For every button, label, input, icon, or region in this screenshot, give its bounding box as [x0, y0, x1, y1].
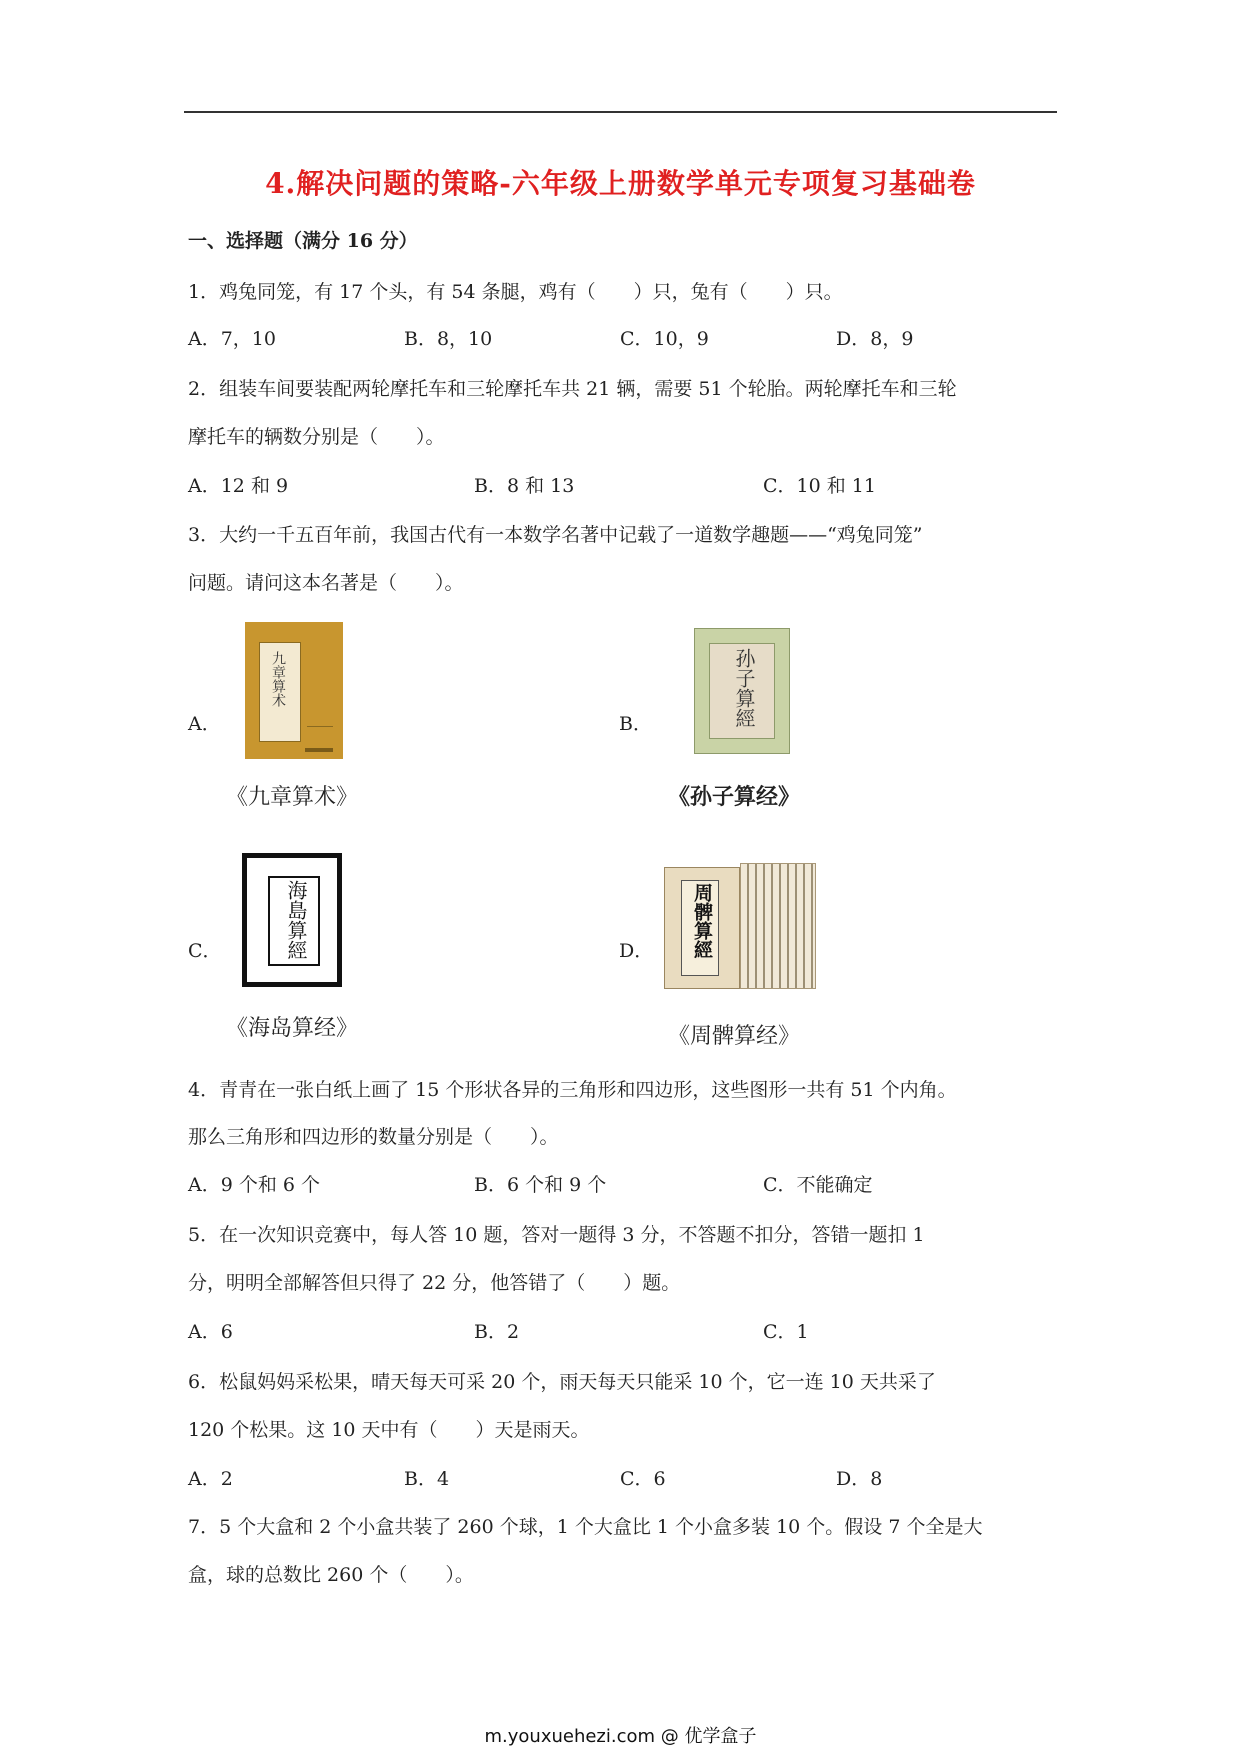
top-rule: [184, 111, 1057, 113]
q3-option-d-label[interactable]: D．: [619, 940, 654, 962]
book-cover-title: 海島算經: [284, 880, 308, 960]
question-7-line-1: 7．5 个大盒和 2 个小盒共装了 260 个球，1 个大盒比 1 个小盒多装 10 个。假设 7 个全是大: [188, 1516, 983, 1538]
q3-option-b-caption: 《孙子算经》: [668, 785, 801, 810]
q6-option-b[interactable]: B．4: [404, 1468, 450, 1490]
q3-option-c-caption: 《海岛算经》: [226, 1016, 359, 1041]
book-cover-sunzi[interactable]: [694, 628, 790, 754]
question-5-line-1: 5．在一次知识竞赛中，每人答 10 题，答对一题得 3 分，不答题不扣分，答错一题扣 1: [188, 1224, 925, 1246]
footer-watermark: m.youxuehezi.com @ 优学盒子: [484, 1726, 757, 1747]
q4-option-c[interactable]: C．不能确定: [763, 1174, 873, 1196]
q3-option-d-caption: 《周髀算经》: [668, 1024, 801, 1049]
book-cover-zhoubi[interactable]: [662, 861, 816, 993]
q2-option-c[interactable]: C．10 和 11: [763, 475, 876, 497]
question-5-line-2: 分，明明全部解答但只得了 22 分，他答错了（ ）题。: [188, 1272, 681, 1294]
question-6-line-2: 120 个松果。这 10 天中有（ ）天是雨天。: [188, 1419, 590, 1441]
q1-option-a[interactable]: A．7，10: [188, 328, 276, 350]
q6-option-d[interactable]: D．8: [836, 1468, 883, 1490]
q1-option-d[interactable]: D．8，9: [836, 328, 914, 350]
q1-option-b[interactable]: B．8，10: [404, 328, 493, 350]
question-2-line-1: 2．组装车间要装配两轮摩托车和三轮摩托车共 21 辆，需要 51 个轮胎。两轮摩托车和三轮: [188, 378, 957, 400]
q4-option-a[interactable]: A．9 个和 6 个: [188, 1174, 321, 1196]
q6-option-c[interactable]: C．6: [620, 1468, 666, 1490]
q4-option-b[interactable]: B．6 个和 9 个: [474, 1174, 607, 1196]
question-2-line-2: 摩托车的辆数分别是（ ）。: [188, 426, 445, 448]
question-1: 1．鸡兔同笼，有 17 个头，有 54 条腿，鸡有（ ）只，兔有（ ）只。: [188, 281, 843, 303]
q6-option-a[interactable]: A．2: [188, 1468, 233, 1490]
q5-option-a[interactable]: A．6: [188, 1321, 233, 1343]
q3-option-b-label[interactable]: B．: [619, 713, 652, 735]
question-3-line-1: 3．大约一千五百年前，我国古代有一本数学名著中记载了一道数学趣题——“鸡兔同笼”: [188, 524, 923, 546]
q5-option-c[interactable]: C．1: [763, 1321, 809, 1343]
book-cover-haidao[interactable]: [242, 853, 342, 987]
q2-option-b[interactable]: B．8 和 13: [474, 475, 575, 497]
question-6-line-1: 6．松鼠妈妈采松果，晴天每天可采 20 个，雨天每天只能采 10 个，它一连 10 天共采了: [188, 1371, 936, 1393]
q3-option-a-caption: 《九章算术》: [226, 785, 359, 810]
q5-option-b[interactable]: B．2: [474, 1321, 520, 1343]
question-7-line-2: 盒，球的总数比 260 个（ ）。: [188, 1564, 474, 1586]
book-cover-title: 孙子算經: [732, 648, 756, 728]
q1-option-c[interactable]: C．10，9: [620, 328, 709, 350]
q3-option-a-label[interactable]: A．: [188, 713, 221, 735]
question-4-line-1: 4．青青在一张白纸上画了 15 个形状各异的三角形和四边形，这些图形一共有 51 个内角。: [188, 1079, 957, 1101]
book-cover-title: 周髀算經: [691, 883, 713, 959]
book-cover-jiuzhang[interactable]: [245, 622, 343, 759]
page-title: 4.解决问题的策略-六年级上册数学单元专项复习基础卷: [265, 167, 976, 200]
book-cover-title: 九章算术: [270, 651, 286, 707]
question-4-line-2: 那么三角形和四边形的数量分别是（ ）。: [188, 1126, 559, 1148]
section-heading: 一、选择题（满分 16 分）: [188, 230, 418, 252]
question-3-line-2: 问题。请问这本名著是（ ）。: [188, 572, 464, 594]
q2-option-a[interactable]: A．12 和 9: [188, 475, 289, 497]
q3-option-c-label[interactable]: C．: [188, 940, 222, 962]
